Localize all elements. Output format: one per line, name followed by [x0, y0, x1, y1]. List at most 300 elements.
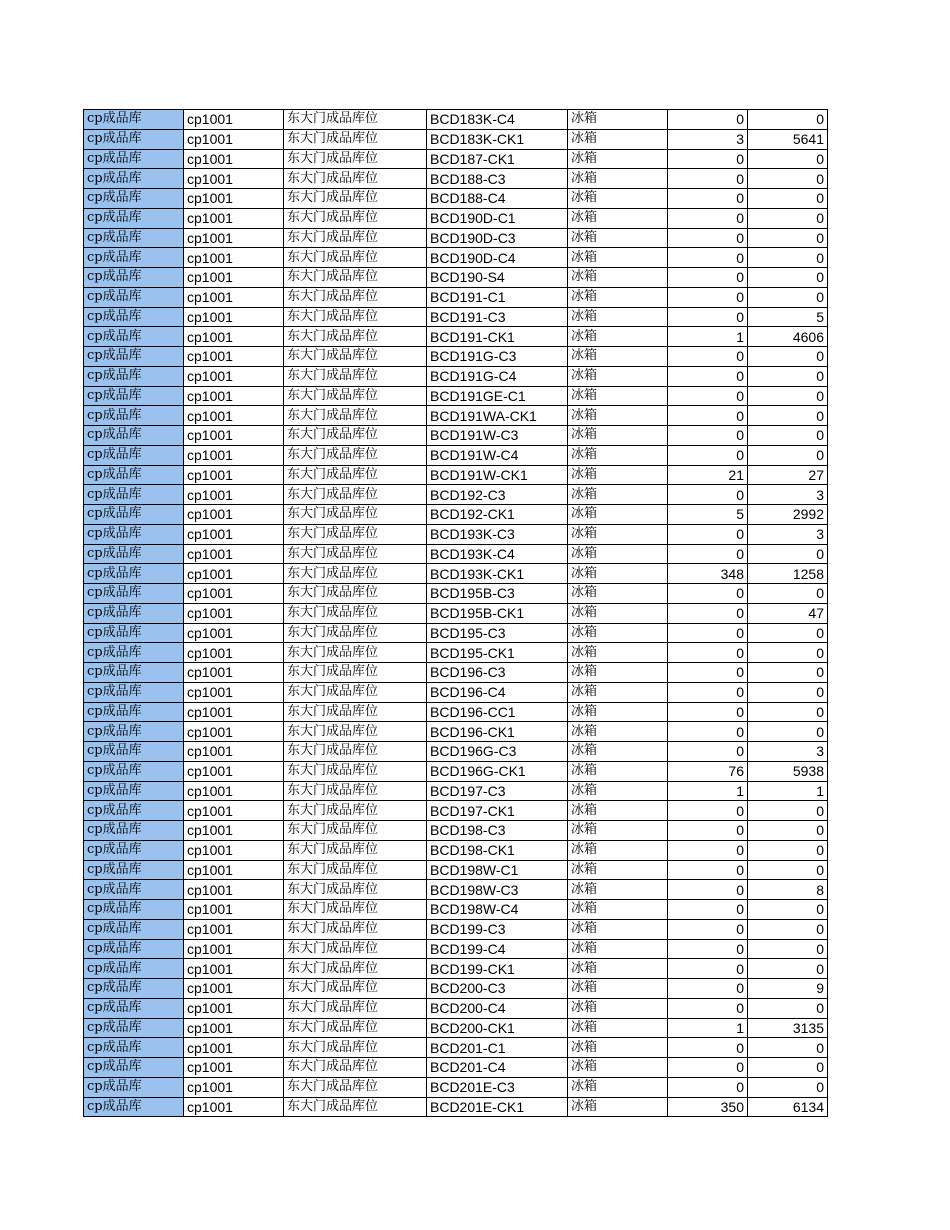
category-cell: 冰箱 — [568, 742, 668, 762]
qty-a-cell: 0 — [668, 663, 748, 683]
location-cell: 东大门成品库位 — [284, 840, 427, 860]
warehouse-cell: cp成品库 — [84, 959, 184, 979]
warehouse-cell: cp成品库 — [84, 129, 184, 149]
warehouse-cell: cp成品库 — [84, 998, 184, 1018]
category-cell: 冰箱 — [568, 287, 668, 307]
warehouse-cell: cp成品库 — [84, 663, 184, 683]
model-cell: BCD201E-CK1 — [427, 1097, 568, 1117]
table-row — [84, 584, 828, 604]
warehouse-code-cell: cp1001 — [184, 544, 284, 564]
qty-b-cell: 0 — [748, 366, 828, 386]
qty-a-cell: 0 — [668, 643, 748, 663]
model-cell: BCD191W-C3 — [427, 426, 568, 446]
location-cell: 东大门成品库位 — [284, 386, 427, 406]
category-cell: 冰箱 — [568, 169, 668, 189]
location-cell: 东大门成品库位 — [284, 347, 427, 367]
warehouse-code-cell: cp1001 — [184, 781, 284, 801]
warehouse-cell: cp成品库 — [84, 347, 184, 367]
warehouse-cell: cp成品库 — [84, 584, 184, 604]
warehouse-cell: cp成品库 — [84, 1038, 184, 1058]
table-row — [84, 742, 828, 762]
qty-b-cell: 0 — [748, 1058, 828, 1078]
model-cell: BCD191-C3 — [427, 307, 568, 327]
warehouse-cell: cp成品库 — [84, 1058, 184, 1078]
qty-b-cell: 0 — [748, 682, 828, 702]
qty-b-cell: 0 — [748, 248, 828, 268]
category-cell: 冰箱 — [568, 880, 668, 900]
warehouse-cell: cp成品库 — [84, 860, 184, 880]
warehouse-cell: cp成品库 — [84, 149, 184, 169]
qty-a-cell: 0 — [668, 801, 748, 821]
qty-b-cell: 0 — [748, 287, 828, 307]
qty-b-cell: 0 — [748, 900, 828, 920]
model-cell: BCD196G-C3 — [427, 742, 568, 762]
qty-b-cell: 0 — [748, 386, 828, 406]
model-cell: BCD199-CK1 — [427, 959, 568, 979]
location-cell: 东大门成品库位 — [284, 682, 427, 702]
table-row — [84, 1038, 828, 1058]
model-cell: BCD191G-C4 — [427, 366, 568, 386]
table-row — [84, 406, 828, 426]
category-cell: 冰箱 — [568, 939, 668, 959]
location-cell: 东大门成品库位 — [284, 129, 427, 149]
warehouse-cell: cp成品库 — [84, 445, 184, 465]
qty-b-cell: 0 — [748, 959, 828, 979]
category-cell: 冰箱 — [568, 327, 668, 347]
warehouse-code-cell: cp1001 — [184, 702, 284, 722]
table-row — [84, 426, 828, 446]
location-cell: 东大门成品库位 — [284, 1018, 427, 1038]
qty-b-cell: 0 — [748, 821, 828, 841]
warehouse-code-cell: cp1001 — [184, 485, 284, 505]
qty-b-cell: 3 — [748, 485, 828, 505]
qty-a-cell: 350 — [668, 1097, 748, 1117]
category-cell: 冰箱 — [568, 1097, 668, 1117]
warehouse-code-cell: cp1001 — [184, 1097, 284, 1117]
location-cell: 东大门成品库位 — [284, 228, 427, 248]
location-cell: 东大门成品库位 — [284, 1097, 427, 1117]
model-cell: BCD187-CK1 — [427, 149, 568, 169]
table-row — [84, 366, 828, 386]
model-cell: BCD198W-C4 — [427, 900, 568, 920]
category-cell: 冰箱 — [568, 307, 668, 327]
warehouse-cell: cp成品库 — [84, 821, 184, 841]
table-row — [84, 564, 828, 584]
table-row — [84, 919, 828, 939]
table-row — [84, 781, 828, 801]
table-row — [84, 386, 828, 406]
qty-b-cell: 0 — [748, 1077, 828, 1097]
qty-a-cell: 0 — [668, 979, 748, 999]
warehouse-code-cell: cp1001 — [184, 129, 284, 149]
qty-a-cell: 0 — [668, 880, 748, 900]
table-row — [84, 682, 828, 702]
warehouse-code-cell: cp1001 — [184, 821, 284, 841]
qty-b-cell: 0 — [748, 149, 828, 169]
warehouse-cell: cp成品库 — [84, 307, 184, 327]
model-cell: BCD200-C3 — [427, 979, 568, 999]
qty-a-cell: 0 — [668, 208, 748, 228]
warehouse-code-cell: cp1001 — [184, 663, 284, 683]
category-cell: 冰箱 — [568, 386, 668, 406]
table-row — [84, 1097, 828, 1117]
table-row — [84, 959, 828, 979]
location-cell: 东大门成品库位 — [284, 327, 427, 347]
location-cell: 东大门成品库位 — [284, 465, 427, 485]
model-cell: BCD198W-C1 — [427, 860, 568, 880]
model-cell: BCD199-C3 — [427, 919, 568, 939]
location-cell: 东大门成品库位 — [284, 761, 427, 781]
category-cell: 冰箱 — [568, 801, 668, 821]
qty-b-cell: 0 — [748, 347, 828, 367]
location-cell: 东大门成品库位 — [284, 524, 427, 544]
location-cell: 东大门成品库位 — [284, 149, 427, 169]
category-cell: 冰箱 — [568, 208, 668, 228]
model-cell: BCD198-CK1 — [427, 840, 568, 860]
qty-a-cell: 0 — [668, 307, 748, 327]
qty-b-cell: 0 — [748, 268, 828, 288]
table-row — [84, 327, 828, 347]
qty-a-cell: 0 — [668, 1077, 748, 1097]
table-row — [84, 485, 828, 505]
warehouse-cell: cp成品库 — [84, 761, 184, 781]
qty-a-cell: 3 — [668, 129, 748, 149]
model-cell: BCD201-C1 — [427, 1038, 568, 1058]
table-row — [84, 900, 828, 920]
model-cell: BCD190-S4 — [427, 268, 568, 288]
category-cell: 冰箱 — [568, 702, 668, 722]
qty-b-cell: 0 — [748, 919, 828, 939]
warehouse-cell: cp成品库 — [84, 406, 184, 426]
qty-a-cell: 0 — [668, 603, 748, 623]
location-cell: 东大门成品库位 — [284, 722, 427, 742]
warehouse-code-cell: cp1001 — [184, 505, 284, 525]
table-row — [84, 939, 828, 959]
warehouse-code-cell: cp1001 — [184, 682, 284, 702]
qty-a-cell: 0 — [668, 485, 748, 505]
qty-a-cell: 0 — [668, 347, 748, 367]
location-cell: 东大门成品库位 — [284, 939, 427, 959]
table-row — [84, 208, 828, 228]
model-cell: BCD191W-C4 — [427, 445, 568, 465]
qty-a-cell: 0 — [668, 169, 748, 189]
warehouse-cell: cp成品库 — [84, 268, 184, 288]
qty-b-cell: 0 — [748, 584, 828, 604]
table-row — [84, 603, 828, 623]
warehouse-cell: cp成品库 — [84, 189, 184, 209]
qty-b-cell: 0 — [748, 406, 828, 426]
warehouse-cell: cp成品库 — [84, 248, 184, 268]
category-cell: 冰箱 — [568, 1018, 668, 1038]
qty-a-cell: 348 — [668, 564, 748, 584]
model-cell: BCD190D-C3 — [427, 228, 568, 248]
table-row — [84, 979, 828, 999]
category-cell: 冰箱 — [568, 564, 668, 584]
warehouse-cell: cp成品库 — [84, 702, 184, 722]
location-cell: 东大门成品库位 — [284, 781, 427, 801]
location-cell: 东大门成品库位 — [284, 860, 427, 880]
model-cell: BCD191G-C3 — [427, 347, 568, 367]
table-body — [84, 110, 828, 1117]
warehouse-cell: cp成品库 — [84, 505, 184, 525]
qty-a-cell: 0 — [668, 623, 748, 643]
table-row — [84, 347, 828, 367]
warehouse-code-cell: cp1001 — [184, 248, 284, 268]
qty-a-cell: 0 — [668, 919, 748, 939]
warehouse-cell: cp成品库 — [84, 366, 184, 386]
warehouse-code-cell: cp1001 — [184, 722, 284, 742]
qty-a-cell: 0 — [668, 742, 748, 762]
location-cell: 东大门成品库位 — [284, 445, 427, 465]
location-cell: 东大门成品库位 — [284, 426, 427, 446]
qty-a-cell: 1 — [668, 781, 748, 801]
category-cell: 冰箱 — [568, 465, 668, 485]
category-cell: 冰箱 — [568, 722, 668, 742]
category-cell: 冰箱 — [568, 1038, 668, 1058]
category-cell: 冰箱 — [568, 682, 668, 702]
location-cell: 东大门成品库位 — [284, 998, 427, 1018]
warehouse-code-cell: cp1001 — [184, 307, 284, 327]
category-cell: 冰箱 — [568, 998, 668, 1018]
warehouse-code-cell: cp1001 — [184, 742, 284, 762]
qty-b-cell: 47 — [748, 603, 828, 623]
table-row — [84, 860, 828, 880]
warehouse-cell: cp成品库 — [84, 208, 184, 228]
warehouse-cell: cp成品库 — [84, 900, 184, 920]
model-cell: BCD200-CK1 — [427, 1018, 568, 1038]
table-row — [84, 801, 828, 821]
qty-a-cell: 0 — [668, 702, 748, 722]
category-cell: 冰箱 — [568, 524, 668, 544]
qty-b-cell: 8 — [748, 880, 828, 900]
warehouse-code-cell: cp1001 — [184, 366, 284, 386]
warehouse-code-cell: cp1001 — [184, 426, 284, 446]
model-cell: BCD193K-CK1 — [427, 564, 568, 584]
model-cell: BCD196-C4 — [427, 682, 568, 702]
qty-a-cell: 0 — [668, 998, 748, 1018]
warehouse-cell: cp成品库 — [84, 880, 184, 900]
qty-b-cell: 0 — [748, 1038, 828, 1058]
model-cell: BCD188-C3 — [427, 169, 568, 189]
qty-b-cell: 0 — [748, 228, 828, 248]
warehouse-cell: cp成品库 — [84, 327, 184, 347]
model-cell: BCD192-C3 — [427, 485, 568, 505]
model-cell: BCD191-CK1 — [427, 327, 568, 347]
table-row — [84, 1077, 828, 1097]
warehouse-code-cell: cp1001 — [184, 860, 284, 880]
location-cell: 东大门成品库位 — [284, 287, 427, 307]
location-cell: 东大门成品库位 — [284, 248, 427, 268]
warehouse-code-cell: cp1001 — [184, 110, 284, 130]
warehouse-cell: cp成品库 — [84, 781, 184, 801]
location-cell: 东大门成品库位 — [284, 919, 427, 939]
qty-b-cell: 3135 — [748, 1018, 828, 1038]
qty-a-cell: 21 — [668, 465, 748, 485]
warehouse-code-cell: cp1001 — [184, 189, 284, 209]
table-row — [84, 702, 828, 722]
qty-a-cell: 0 — [668, 860, 748, 880]
location-cell: 东大门成品库位 — [284, 544, 427, 564]
location-cell: 东大门成品库位 — [284, 979, 427, 999]
warehouse-code-cell: cp1001 — [184, 584, 284, 604]
warehouse-code-cell: cp1001 — [184, 347, 284, 367]
qty-a-cell: 0 — [668, 386, 748, 406]
table-row — [84, 761, 828, 781]
location-cell: 东大门成品库位 — [284, 189, 427, 209]
model-cell: BCD195-CK1 — [427, 643, 568, 663]
location-cell: 东大门成品库位 — [284, 1038, 427, 1058]
qty-b-cell: 0 — [748, 702, 828, 722]
category-cell: 冰箱 — [568, 781, 668, 801]
warehouse-code-cell: cp1001 — [184, 386, 284, 406]
warehouse-code-cell: cp1001 — [184, 268, 284, 288]
qty-a-cell: 0 — [668, 268, 748, 288]
category-cell: 冰箱 — [568, 129, 668, 149]
table-row — [84, 623, 828, 643]
table-row — [84, 663, 828, 683]
qty-b-cell: 0 — [748, 722, 828, 742]
location-cell: 东大门成品库位 — [284, 643, 427, 663]
table-row — [84, 465, 828, 485]
warehouse-code-cell: cp1001 — [184, 564, 284, 584]
table-row — [84, 248, 828, 268]
warehouse-cell: cp成品库 — [84, 1097, 184, 1117]
qty-a-cell: 0 — [668, 1038, 748, 1058]
category-cell: 冰箱 — [568, 149, 668, 169]
model-cell: BCD190D-C1 — [427, 208, 568, 228]
qty-a-cell: 0 — [668, 1058, 748, 1078]
warehouse-cell: cp成品库 — [84, 169, 184, 189]
qty-b-cell: 0 — [748, 445, 828, 465]
table-row — [84, 169, 828, 189]
warehouse-code-cell: cp1001 — [184, 643, 284, 663]
warehouse-cell: cp成品库 — [84, 524, 184, 544]
location-cell: 东大门成品库位 — [284, 169, 427, 189]
qty-b-cell: 5938 — [748, 761, 828, 781]
category-cell: 冰箱 — [568, 821, 668, 841]
category-cell: 冰箱 — [568, 347, 668, 367]
warehouse-code-cell: cp1001 — [184, 979, 284, 999]
table-row — [84, 129, 828, 149]
warehouse-cell: cp成品库 — [84, 643, 184, 663]
warehouse-cell: cp成品库 — [84, 564, 184, 584]
model-cell: BCD191-C1 — [427, 287, 568, 307]
qty-b-cell: 0 — [748, 208, 828, 228]
model-cell: BCD196-CK1 — [427, 722, 568, 742]
category-cell: 冰箱 — [568, 663, 668, 683]
model-cell: BCD197-CK1 — [427, 801, 568, 821]
model-cell: BCD188-C4 — [427, 189, 568, 209]
warehouse-code-cell: cp1001 — [184, 406, 284, 426]
warehouse-code-cell: cp1001 — [184, 959, 284, 979]
location-cell: 东大门成品库位 — [284, 702, 427, 722]
location-cell: 东大门成品库位 — [284, 821, 427, 841]
location-cell: 东大门成品库位 — [284, 366, 427, 386]
location-cell: 东大门成品库位 — [284, 742, 427, 762]
warehouse-cell: cp成品库 — [84, 1018, 184, 1038]
warehouse-code-cell: cp1001 — [184, 1038, 284, 1058]
warehouse-cell: cp成品库 — [84, 801, 184, 821]
warehouse-code-cell: cp1001 — [184, 761, 284, 781]
category-cell: 冰箱 — [568, 406, 668, 426]
location-cell: 东大门成品库位 — [284, 485, 427, 505]
qty-b-cell: 0 — [748, 860, 828, 880]
qty-b-cell: 0 — [748, 643, 828, 663]
warehouse-cell: cp成品库 — [84, 742, 184, 762]
qty-a-cell: 0 — [668, 939, 748, 959]
warehouse-cell: cp成品库 — [84, 426, 184, 446]
warehouse-cell: cp成品库 — [84, 1077, 184, 1097]
qty-a-cell: 0 — [668, 287, 748, 307]
warehouse-cell: cp成品库 — [84, 623, 184, 643]
warehouse-cell: cp成品库 — [84, 485, 184, 505]
warehouse-cell: cp成品库 — [84, 722, 184, 742]
qty-b-cell: 9 — [748, 979, 828, 999]
qty-a-cell: 0 — [668, 900, 748, 920]
inventory-table — [83, 109, 828, 1117]
qty-b-cell: 1258 — [748, 564, 828, 584]
model-cell: BCD183K-C4 — [427, 110, 568, 130]
qty-a-cell: 0 — [668, 821, 748, 841]
location-cell: 东大门成品库位 — [284, 208, 427, 228]
warehouse-cell: cp成品库 — [84, 840, 184, 860]
qty-a-cell: 0 — [668, 959, 748, 979]
qty-b-cell: 0 — [748, 426, 828, 446]
table-row — [84, 722, 828, 742]
category-cell: 冰箱 — [568, 761, 668, 781]
warehouse-cell: cp成品库 — [84, 544, 184, 564]
table-row — [84, 110, 828, 130]
qty-b-cell: 0 — [748, 801, 828, 821]
qty-a-cell: 0 — [668, 524, 748, 544]
qty-a-cell: 0 — [668, 228, 748, 248]
warehouse-cell: cp成品库 — [84, 939, 184, 959]
model-cell: BCD193K-C4 — [427, 544, 568, 564]
category-cell: 冰箱 — [568, 1058, 668, 1078]
model-cell: BCD195B-CK1 — [427, 603, 568, 623]
warehouse-cell: cp成品库 — [84, 465, 184, 485]
model-cell: BCD196-C3 — [427, 663, 568, 683]
location-cell: 东大门成品库位 — [284, 268, 427, 288]
warehouse-code-cell: cp1001 — [184, 880, 284, 900]
qty-a-cell: 0 — [668, 840, 748, 860]
category-cell: 冰箱 — [568, 426, 668, 446]
warehouse-code-cell: cp1001 — [184, 801, 284, 821]
table-row — [84, 524, 828, 544]
qty-b-cell: 6134 — [748, 1097, 828, 1117]
table-row — [84, 998, 828, 1018]
table-row — [84, 544, 828, 564]
location-cell: 东大门成品库位 — [284, 623, 427, 643]
warehouse-code-cell: cp1001 — [184, 840, 284, 860]
category-cell: 冰箱 — [568, 268, 668, 288]
category-cell: 冰箱 — [568, 603, 668, 623]
qty-b-cell: 5 — [748, 307, 828, 327]
qty-b-cell: 0 — [748, 169, 828, 189]
model-cell: BCD191W-CK1 — [427, 465, 568, 485]
table-row — [84, 880, 828, 900]
table-row — [84, 643, 828, 663]
category-cell: 冰箱 — [568, 840, 668, 860]
table-row — [84, 1058, 828, 1078]
category-cell: 冰箱 — [568, 959, 668, 979]
qty-b-cell: 0 — [748, 189, 828, 209]
qty-a-cell: 0 — [668, 584, 748, 604]
warehouse-cell: cp成品库 — [84, 386, 184, 406]
qty-b-cell: 4606 — [748, 327, 828, 347]
table-row — [84, 445, 828, 465]
model-cell: BCD183K-CK1 — [427, 129, 568, 149]
